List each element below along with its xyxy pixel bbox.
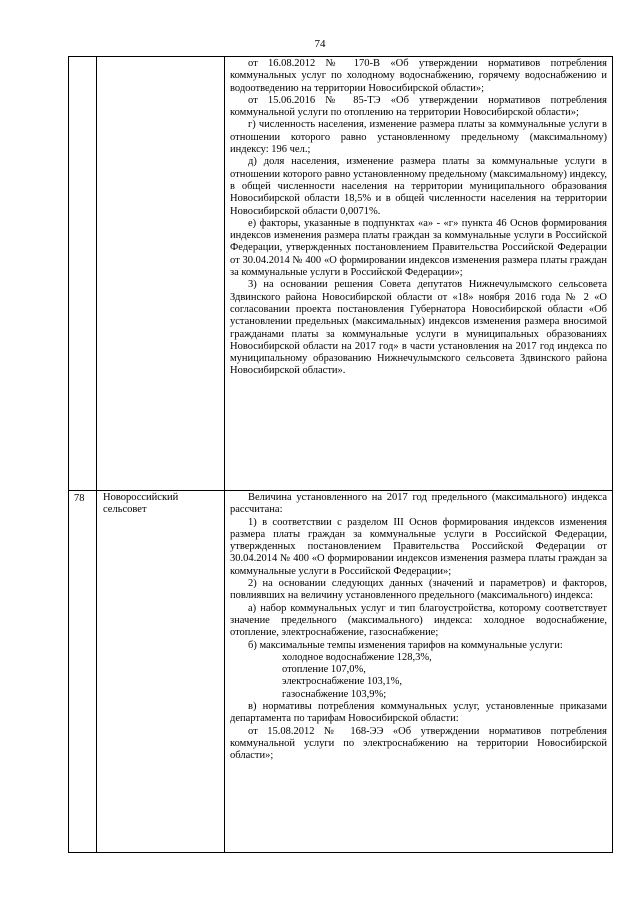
paragraph: г) численность населения, изменение размера платы за коммунальные услуги в отношении которого равно установленному предельному (максимальному) индексу: 196 чел.; — [230, 119, 607, 156]
document-table — [68, 56, 613, 853]
row-number-cell: 78 — [69, 491, 97, 853]
paragraph: в) нормативы потребления коммунальных услуг, установленные приказами департамента по тарифам Новосибирской области: — [230, 701, 607, 725]
municipality-name-cell: Новороссийский сельсовет — [97, 491, 225, 853]
tariff-item: отопление 107,0%, — [282, 664, 366, 676]
page-number: 74 — [314, 38, 326, 50]
paragraph: а) набор коммунальных услуг и тип благоустройства, которому соответствует значение предельного (максимального) индекса: холодное водоснабжение, отопление, электроснабжение, газоснабжение; — [230, 602, 607, 639]
paragraph: от 15.08.2012 № 168-ЭЭ «Об утверждении нормативов потребления коммунальной услуги по электроснабжению на территории Новосибирской области»; — [230, 725, 607, 762]
municipality-name-cell — [97, 57, 225, 491]
paragraph: е) факторы, указанные в подпунктах «а» - «г» пункта 46 Основ формирования индексов изменения размера платы граждан за коммунальные услуги в Российской Федерации, утвержденных постановлением Правительства Российской Федерации от 30.04.2014 № 400 «О формировании индексов изменения размера платы граждан за коммунальные услуги в Российской Федерации»; — [230, 217, 607, 279]
description-cell — [225, 491, 613, 853]
paragraph: 3) на основании решения Совета депутатов Нижнечулымского сельсовета Здвинского района Новосибирской области от «18» ноября 2016 года № 2 «О согласовании проекта постановления Губернатора Новосибирской области «Об установлении предельных (максимальных) индексов изменения размера вносимой гражданами платы за коммунальные услуги в муниципальных образованиях Новосибирской области на 2017 год» в части установления на 2017 год индекса по муниципальному образованию Нижнечулымского сельсовета Здвинского района Новосибирской области». — [230, 279, 607, 377]
tariff-item: холодное водоснабжение 128,3%, — [282, 651, 432, 663]
tariff-item: электроснабжение 103,1%, — [282, 676, 402, 688]
paragraph: д) доля населения, изменение размера платы за коммунальные услуги в отношении которого равно установленному предельному (максимальному) индексу, в общей численности населения на территории муниципального образования Новосибирской области 18,5% и в общей численности населения на территории Новосибирской области 0,0071%. — [230, 156, 607, 217]
description-cell — [225, 57, 613, 491]
paragraph: от 16.08.2012 № 170-В «Об утверждении нормативов потребления коммунальных услуг по холодному водоснабжению, горячему водоснабжению и водоотведению на территории Новосибирской области»; — [230, 58, 607, 94]
paragraph: б) максимальные темпы изменения тарифов на коммунальные услуги: — [248, 639, 563, 651]
table-row — [69, 57, 613, 491]
row-number-cell — [69, 57, 97, 491]
paragraph: от 15.06.2016 № 85-ТЭ «Об утверждении нормативов потребления коммунальной услуги по отоплению на территории Новосибирской области»; — [230, 94, 607, 119]
paragraph: 2) на основании следующих данных (значений и параметров) и факторов, повлиявших на величину установленного предельного (максимального) индекса: — [230, 578, 607, 602]
table-row — [69, 491, 613, 853]
tariff-item: газоснабжение 103,9%; — [282, 688, 387, 700]
paragraph: Величина установленного на 2017 год предельного (максимального) индекса рассчитана: — [230, 492, 607, 516]
paragraph: 1) в соответствии с разделом III Основ формирования индексов изменения размера платы граждан за коммунальные услуги в Российской Федерации, утвержденных постановлением Правительства Российской Федерации от 30.04.2014 № 400 «О формировании индексов изменения размера платы граждан за коммунальные услуги в Российской Федерации»; — [230, 516, 607, 577]
